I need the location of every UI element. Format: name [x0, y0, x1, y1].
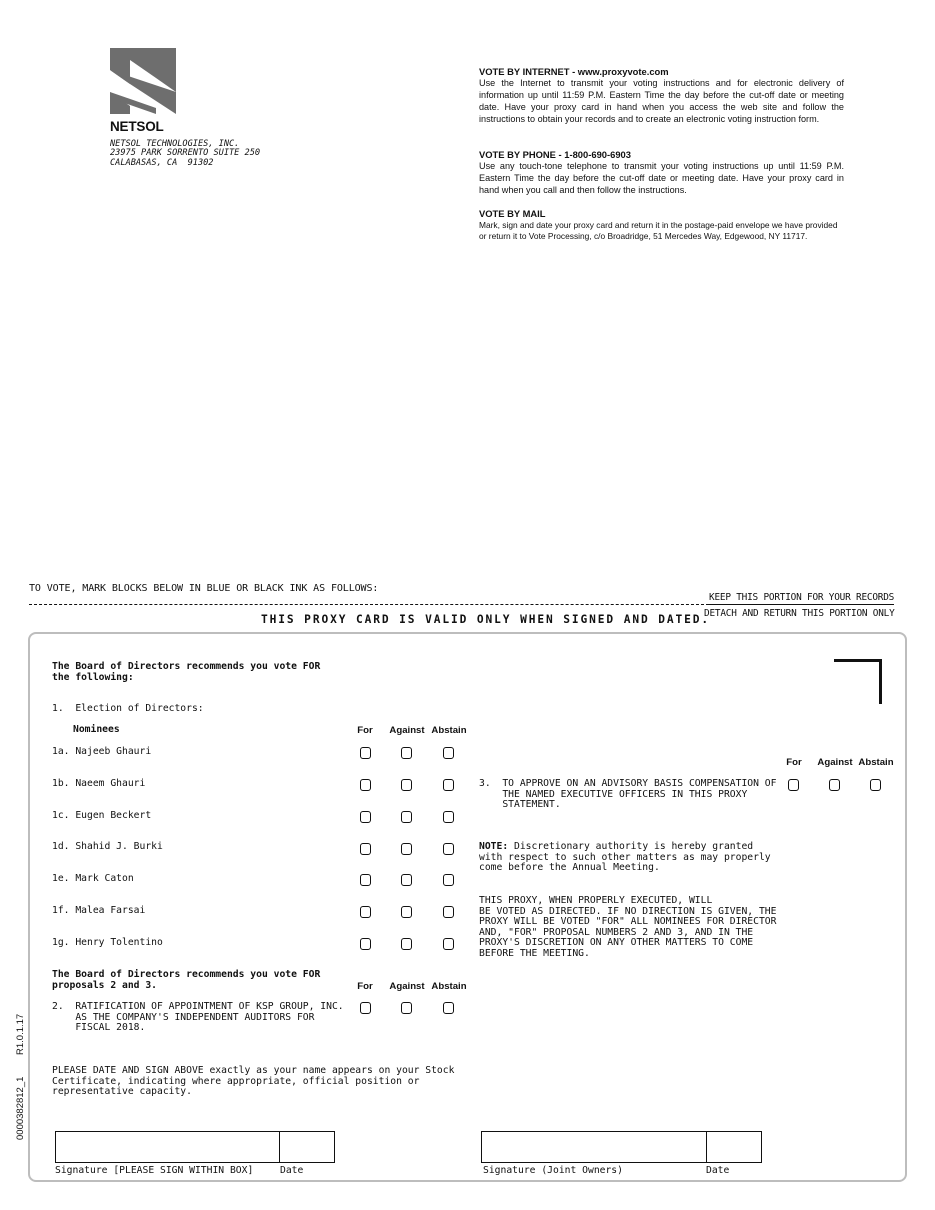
proxy-direction-statement: THIS PROXY, WHEN PROPERLY EXECUTED, WILL BE VOTED AS DIRECTED. IF NO DIRECTION IS GIVEN, THE PROXY WILL BE VOTED "FOR" ALL NOMINEES FOR DIRECTOR AND, "FOR" PROPOSAL NUMBERS 2 AND 3, AND IN THE PROXY'S DISCRETION ON ANY OTHER MATTERS TO COME BEFORE THE MEETING.: [479, 895, 777, 959]
nominee-1f: 1f. Malea Farsai: [52, 905, 146, 916]
checkbox-3-against[interactable]: [829, 779, 840, 791]
vote-mail-body: Mark, sign and date your proxy card and return it in the postage-paid envelope we have provided or return it to Vote Processing, c/o Broadridge, 51 Mercedes Way, Edgewood, NY 11717.: [479, 220, 838, 241]
vote-mail-heading: VOTE BY MAIL: [479, 208, 546, 219]
item-1-label: 1. Election of Directors:: [52, 703, 204, 714]
joint-signature-box[interactable]: [481, 1131, 707, 1163]
checkbox-1g-abstain[interactable]: [443, 938, 454, 950]
vote-phone-heading: VOTE BY PHONE - 1-800-690-6903: [479, 149, 631, 160]
corner-mark: [834, 659, 882, 704]
sign-instructions: PLEASE DATE AND SIGN ABOVE exactly as your name appears on your Stock Certificate, indicating where appropriate, official position or representative capacity.: [52, 1065, 455, 1097]
checkbox-3-abstain[interactable]: [870, 779, 881, 791]
netsol-wordmark: NETSOL: [110, 119, 164, 134]
checkbox-1b-abstain[interactable]: [443, 779, 454, 791]
col-abstain-header-3: Abstain: [858, 757, 894, 768]
checkbox-1g-for[interactable]: [360, 938, 371, 950]
nominee-1c: 1c. Eugen Beckert: [52, 810, 152, 821]
nominee-1e: 1e. Mark Caton: [52, 873, 134, 884]
proposal-3: 3. TO APPROVE ON AN ADVISORY BASIS COMPENSATION OF THE NAMED EXECUTIVE OFFICERS IN THIS PROXY STATEMENT.: [479, 778, 777, 810]
checkbox-1b-against[interactable]: [401, 779, 412, 791]
checkbox-1b-for[interactable]: [360, 779, 371, 791]
side-code-document-id: 0000382812_1: [15, 1076, 26, 1140]
checkbox-1e-against[interactable]: [401, 874, 412, 886]
col-against-header: Against: [389, 725, 425, 736]
board-recommendation-2: The Board of Directors recommends you vote FOR proposals 2 and 3.: [52, 969, 321, 991]
checkbox-1a-against[interactable]: [401, 747, 412, 759]
vote-phone: [479, 149, 844, 197]
keep-portion-label: KEEP THIS PORTION FOR YOUR RECORDS: [709, 592, 895, 603]
mark-instructions: TO VOTE, MARK BLOCKS BELOW IN BLUE OR BLACK INK AS FOLLOWS:: [29, 583, 379, 594]
netsol-logo-mark: [108, 46, 180, 116]
signature-label: Signature [PLEASE SIGN WITHIN BOX]: [55, 1165, 254, 1176]
board-recommendation-1: The Board of Directors recommends you vote FOR the following:: [52, 661, 321, 683]
note-text: Discretionary authority is hereby granted with respect to such other matters as may properly come before the Annual Meeting.: [479, 841, 771, 873]
detach-return-label: DETACH AND RETURN THIS PORTION ONLY: [704, 608, 895, 619]
checkbox-1a-abstain[interactable]: [443, 747, 454, 759]
discretionary-note: [479, 842, 771, 874]
checkbox-1a-for[interactable]: [360, 747, 371, 759]
col-for-header-2: For: [357, 981, 373, 992]
netsol-logo: [108, 46, 180, 116]
vote-internet-body: Use the Internet to transmit your voting instructions and for electronic delivery of information up until 11:59 P.M. Eastern Time the day before the cut-off date or meeting date. Have your proxy card in hand when you access the web site and follow the instructions to obtain your records and to create an electronic voting instruction form.: [479, 78, 844, 124]
checkbox-1c-for[interactable]: [360, 811, 371, 823]
checkbox-2-for[interactable]: [360, 1002, 371, 1014]
vote-phone-body: Use any touch-tone telephone to transmit your voting instructions up until 11:59 P.M. Eastern Time the day before the cut-off date or meeting date. Have your proxy card in hand when you call and then follow the instructions.: [479, 161, 844, 195]
checkbox-1d-against[interactable]: [401, 843, 412, 855]
company-address: NETSOL TECHNOLOGIES, INC. 23975 PARK SORRENTO SUITE 250 CALABASAS, CA 91302: [110, 139, 261, 168]
joint-signature-label: Signature (Joint Owners): [483, 1165, 623, 1176]
checkbox-1e-for[interactable]: [360, 874, 371, 886]
checkbox-2-abstain[interactable]: [443, 1002, 454, 1014]
joint-date-label: Date: [706, 1165, 730, 1176]
date-label: Date: [280, 1165, 304, 1176]
vote-internet: [479, 66, 844, 126]
nominee-1d: 1d. Shahid J. Burki: [52, 841, 163, 852]
signature-box[interactable]: [55, 1131, 280, 1163]
checkbox-1f-for[interactable]: [360, 906, 371, 918]
checkbox-1e-abstain[interactable]: [443, 874, 454, 886]
col-against-header-2: Against: [389, 981, 425, 992]
col-abstain-header-2: Abstain: [431, 981, 467, 992]
col-for-header: For: [357, 725, 373, 736]
checkbox-1d-abstain[interactable]: [443, 843, 454, 855]
validity-notice: THIS PROXY CARD IS VALID ONLY WHEN SIGNED AND DATED.: [261, 613, 711, 626]
nominee-1a: 1a. Najeeb Ghauri: [52, 746, 152, 757]
checkbox-2-against[interactable]: [401, 1002, 412, 1014]
joint-date-box[interactable]: [706, 1131, 762, 1163]
checkbox-3-for[interactable]: [788, 779, 799, 791]
checkbox-1g-against[interactable]: [401, 938, 412, 950]
side-code-revision: R1.0.1.17: [15, 1013, 26, 1055]
nominees-header: Nominees: [73, 724, 120, 735]
nominee-1g: 1g. Henry Tolentino: [52, 937, 163, 948]
col-abstain-header: Abstain: [431, 725, 467, 736]
proposal-2: 2. RATIFICATION OF APPOINTMENT OF KSP GROUP, INC. AS THE COMPANY'S INDEPENDENT AUDITORS FOR FISCAL 2018.: [52, 1001, 344, 1033]
checkbox-1c-against[interactable]: [401, 811, 412, 823]
vote-mail: [479, 208, 839, 242]
col-for-header-3: For: [786, 757, 802, 768]
detach-dashed-line: [29, 604, 709, 605]
checkbox-1f-abstain[interactable]: [443, 906, 454, 918]
nominee-1b: 1b. Naeem Ghauri: [52, 778, 146, 789]
checkbox-1f-against[interactable]: [401, 906, 412, 918]
note-label: NOTE:: [479, 841, 509, 852]
col-against-header-3: Against: [817, 757, 853, 768]
checkbox-1c-abstain[interactable]: [443, 811, 454, 823]
vote-internet-heading: VOTE BY INTERNET - www.proxyvote.com: [479, 66, 669, 77]
date-box[interactable]: [279, 1131, 335, 1163]
checkbox-1d-for[interactable]: [360, 843, 371, 855]
